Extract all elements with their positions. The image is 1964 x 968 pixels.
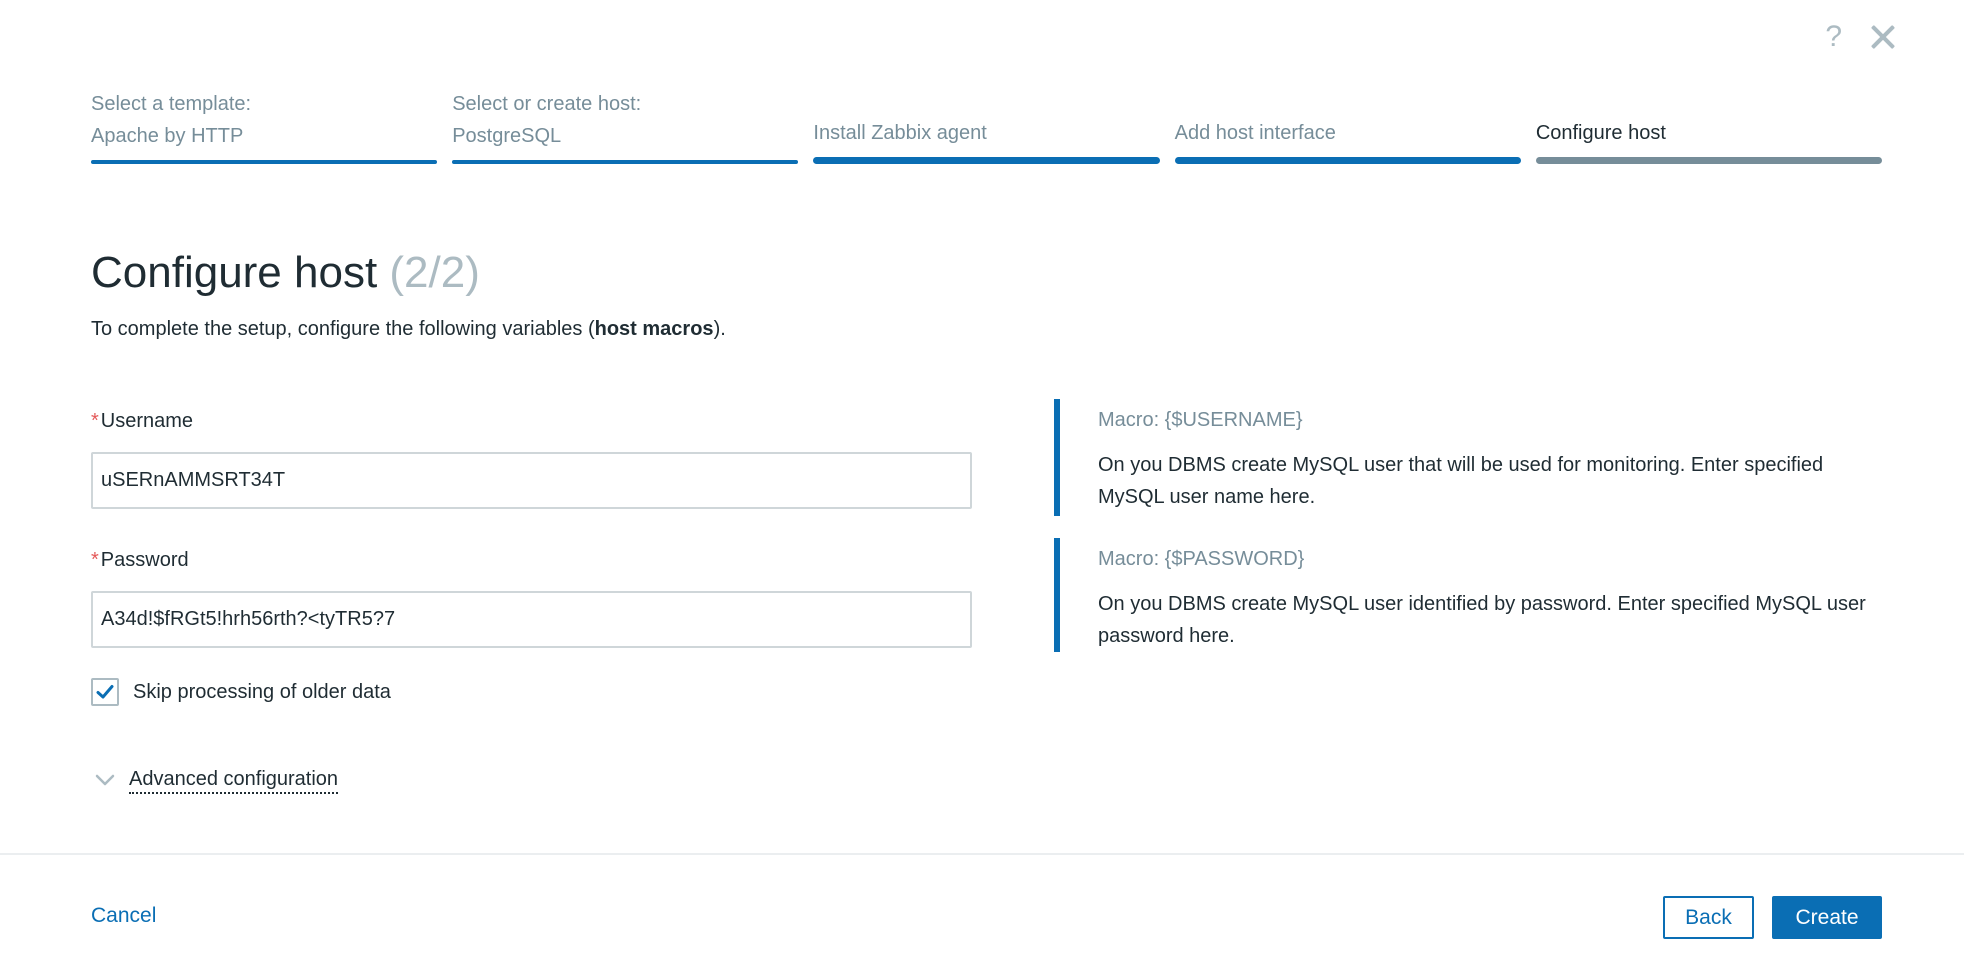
subtitle-bold: host macros [594, 318, 714, 340]
macro-username-help [1054, 399, 1884, 516]
step-label: PostgreSQL [452, 125, 562, 147]
password-label-text: Password [100, 549, 189, 571]
advanced-configuration-label[interactable]: Advanced configuration [129, 766, 338, 794]
top-controls [1825, 22, 1898, 52]
required-mark: * [91, 410, 99, 432]
page-title [91, 248, 480, 298]
skip-older-data-checkbox[interactable] [91, 678, 119, 706]
macro-password-help [1054, 538, 1884, 652]
step-select-template[interactable] [91, 88, 437, 164]
step-progress-bar [452, 160, 798, 164]
macro-name: Macro: {$PASSWORD} [1098, 548, 1305, 570]
username-label [91, 410, 193, 433]
chevron-down-icon [95, 770, 115, 790]
subtitle-end: ). [713, 318, 726, 340]
skip-older-data-label: Skip processing of older data [133, 680, 391, 703]
step-add-interface[interactable] [1175, 88, 1521, 164]
step-progress-bar [813, 157, 1159, 164]
skip-older-data-option[interactable] [91, 678, 391, 706]
step-counter: (2/2) [389, 248, 480, 297]
page-subtitle [91, 318, 726, 341]
password-input[interactable] [91, 591, 972, 648]
step-label: Configure host [1535, 122, 1666, 144]
advanced-configuration-toggle[interactable] [95, 766, 338, 794]
step-label: Add host interface [1174, 122, 1336, 144]
help-icon[interactable]: ? [1825, 20, 1842, 53]
step-progress-bar [1536, 157, 1882, 164]
step-configure-host[interactable] [1536, 88, 1882, 164]
cancel-link[interactable]: Cancel [91, 904, 157, 927]
close-icon[interactable] [1868, 22, 1898, 52]
footer-divider [0, 853, 1964, 855]
step-label: Install Zabbix agent [813, 122, 987, 144]
step-install-agent[interactable] [813, 88, 1159, 164]
step-select-host[interactable] [452, 88, 798, 164]
back-button[interactable]: Back [1663, 896, 1754, 939]
step-progress-bar [1175, 157, 1521, 164]
username-label-text: Username [100, 410, 194, 432]
password-label [91, 549, 189, 572]
checkmark-icon [96, 683, 114, 701]
macro-description: On you DBMS create MySQL user that will be used for monitoring. Enter specified MySQL user name here. [1098, 454, 1824, 508]
step-caption: Select a template: [91, 93, 252, 115]
macro-description: On you DBMS create MySQL user identified by password. Enter specified MySQL user password here. [1098, 593, 1866, 647]
create-button[interactable]: Create [1772, 896, 1882, 939]
subtitle-text: To complete the setup, configure the following variables ( [91, 318, 595, 340]
step-progress-bar [91, 160, 437, 164]
step-label: Apache by HTTP [91, 125, 244, 147]
wizard-steps [91, 88, 1882, 164]
username-input[interactable] [91, 452, 972, 509]
required-mark: * [91, 549, 99, 571]
macro-name: Macro: {$USERNAME} [1098, 409, 1303, 431]
page-title-text: Configure host [91, 248, 378, 297]
step-caption: Select or create host: [452, 93, 642, 115]
